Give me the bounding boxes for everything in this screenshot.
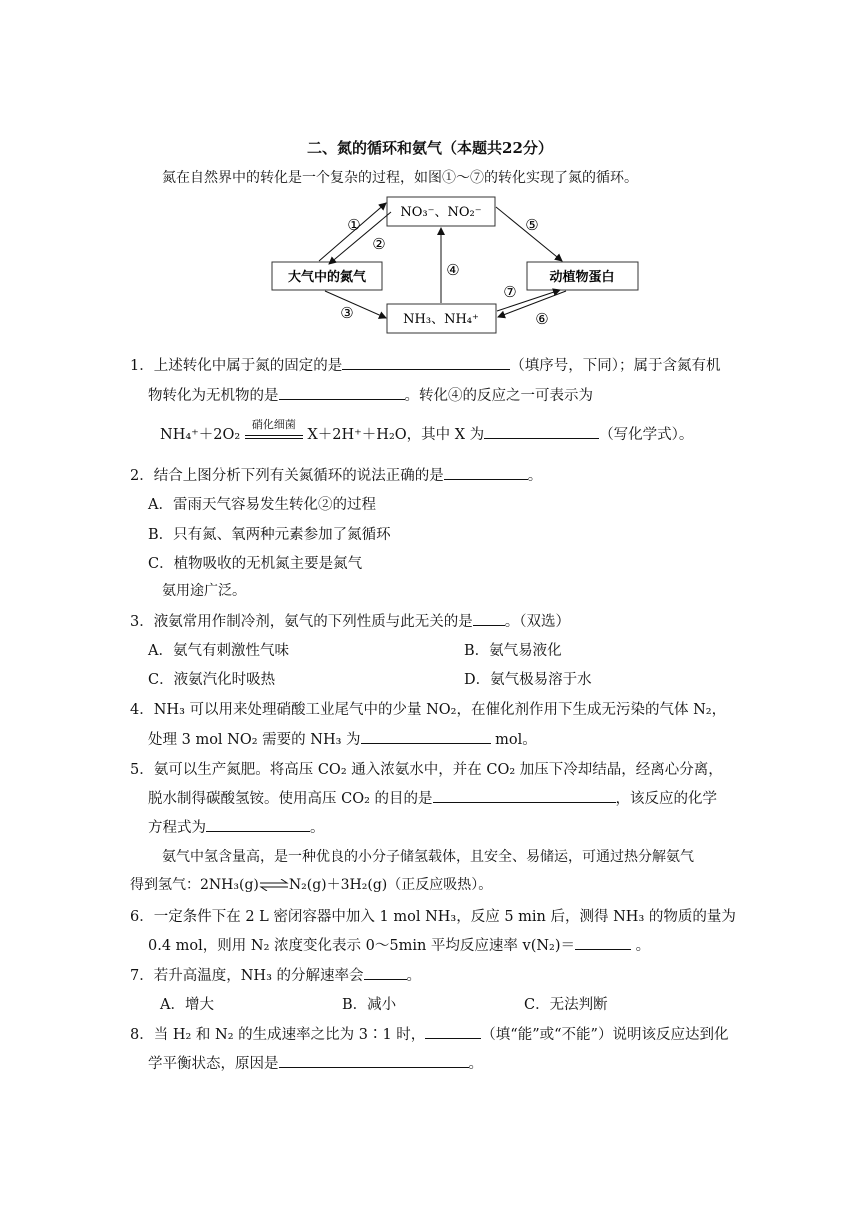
box-nitrate-nitrite	[387, 197, 495, 226]
step-label-2: ②	[372, 235, 386, 253]
reversible-arrow-icon	[259, 879, 289, 891]
box-bottom-label: NH₃、NH₄⁺	[403, 312, 479, 327]
answer-blank-q1-x[interactable]	[484, 423, 599, 439]
answer-blank-q3[interactable]	[473, 610, 505, 626]
answer-blank-q1-organic[interactable]	[279, 384, 405, 400]
step-label-5: ⑤	[525, 216, 539, 234]
question-2-option-c: C．植物吸收的无机氮主要是氮气	[148, 556, 363, 572]
step-label-4: ④	[446, 261, 460, 279]
answer-blank-q5-purpose[interactable]	[433, 787, 616, 803]
question-3-option-d: D．氨气极易溶于水	[464, 672, 592, 688]
step-label-1: ①	[347, 216, 361, 234]
question-4-line-1: 4．NH₃ 可以用来处理硝酸工业尾气中的少量 NO₂，在催化剂作用下生成无污染的气体 N₂，	[130, 702, 727, 718]
question-7-option-c: C．无法判断	[524, 997, 608, 1013]
question-8-line-2: 学平衡状态，原因是 。	[148, 1052, 483, 1073]
answer-blank-q2[interactable]	[444, 464, 528, 480]
question-5-line-1: 5．氨可以生产氮肥。将高压 CO₂ 通入浓氨水中，并在 CO₂ 加压下冷却结晶，经离心分离，	[130, 762, 723, 778]
answer-blank-q8-can[interactable]	[425, 1023, 481, 1039]
step-label-3: ③	[340, 304, 354, 322]
box-ammonia-ammonium	[387, 304, 496, 333]
question-5-line-3: 方程式为 。	[148, 816, 325, 837]
question-6-line-2: 0.4 mol，则用 N₂ 浓度变化表示 0～5min 平均反应速率 v(N₂)＝ 。	[148, 934, 650, 955]
box-atmospheric-nitrogen	[272, 262, 382, 290]
answer-blank-q4[interactable]	[361, 728, 491, 744]
question-7-option-a: A．增大	[160, 997, 214, 1013]
box-top-label: NO₃⁻、NO₂⁻	[400, 205, 482, 220]
question-7-option-b: B．减小	[342, 997, 397, 1013]
section-title: 二、氮的循环和氨气（本题共22分）	[307, 139, 553, 157]
question-3-option-b: B．氨气易液化	[464, 643, 562, 659]
answer-blank-q5-equation[interactable]	[206, 816, 310, 832]
step-label-7: ⑦	[503, 283, 517, 301]
question-1-line-2: 物转化为无机物的是 。转化④的反应之一可表示为	[148, 384, 593, 405]
question-2-option-a: A．雷雨天气容易发生转化②的过程	[148, 497, 376, 513]
box-left-label: 大气中的氮气	[287, 270, 367, 285]
note-hydrogen-storage-line-2: 得到氢气：2NH₃(g) N₂(g)＋3H₂(g)（正反应吸热）。	[130, 877, 493, 893]
question-4-line-2: 处理 3 mol NO₂ 需要的 NH₃ 为 mol。	[148, 728, 537, 749]
question-1-line-1: 1．上述转化中属于氮的固定的是 （填序号，下同）；属于含氮有机	[130, 354, 720, 375]
question-6-line-1: 6．一定条件下在 2 L 密闭容器中加入 1 mol NH₃，反应 5 min 后，测得 NH₃ 的物质的量为	[130, 909, 736, 925]
question-8-line-1: 8．当 H₂ 和 N₂ 的生成速率之比为 3∶1 时， （填“能”或“不能”）说明该反应达到化	[130, 1023, 728, 1044]
arrow-3	[325, 291, 386, 318]
question-1-equation: NH₄⁺＋2O₂ 硝化细菌 X＋2H⁺＋H₂O，其中 X 为 （写化学式）。	[160, 418, 694, 443]
nitrogen-cycle-diagram	[0, 0, 860, 340]
question-3-stem: 3．液氨常用作制冷剂，氨气的下列性质与此无关的是 。（双选）	[130, 610, 570, 631]
question-2-option-b: B．只有氮、氧两种元素参加了氮循环	[148, 527, 391, 543]
box-plant-animal-protein	[527, 262, 638, 290]
question-3-option-c: C．液氨汽化时吸热	[148, 672, 276, 688]
question-5-line-2: 脱水制得碳酸氢铵。使用高压 CO₂ 的目的是 ，该反应的化学	[148, 787, 717, 808]
answer-blank-q8-reason[interactable]	[279, 1052, 469, 1068]
answer-blank-q1-fixation[interactable]	[342, 354, 510, 370]
question-2-stem: 2．结合上图分析下列有关氮循环的说法正确的是 。	[130, 464, 542, 485]
answer-blank-q7[interactable]	[364, 964, 407, 980]
answer-blank-q6[interactable]	[575, 934, 631, 950]
note-ammonia-uses: 氨用途广泛。	[162, 583, 246, 599]
intro-text: 氮在自然界中的转化是一个复杂的过程，如图①～⑦的转化实现了氮的循环。	[162, 170, 638, 186]
question-3-option-a: A．氨气有刺激性气味	[148, 643, 289, 659]
note-hydrogen-storage-line-1: 氨气中氢含量高，是一种优良的小分子储氢载体，且安全、易储运，可通过热分解氨气	[162, 849, 694, 865]
question-7-stem: 7．若升高温度，NH₃ 的分解速率会 。	[130, 964, 421, 985]
box-right-label: 动植物蛋白	[549, 270, 615, 285]
step-label-6: ⑥	[535, 310, 549, 328]
reaction-condition: 硝化细菌	[245, 433, 303, 439]
